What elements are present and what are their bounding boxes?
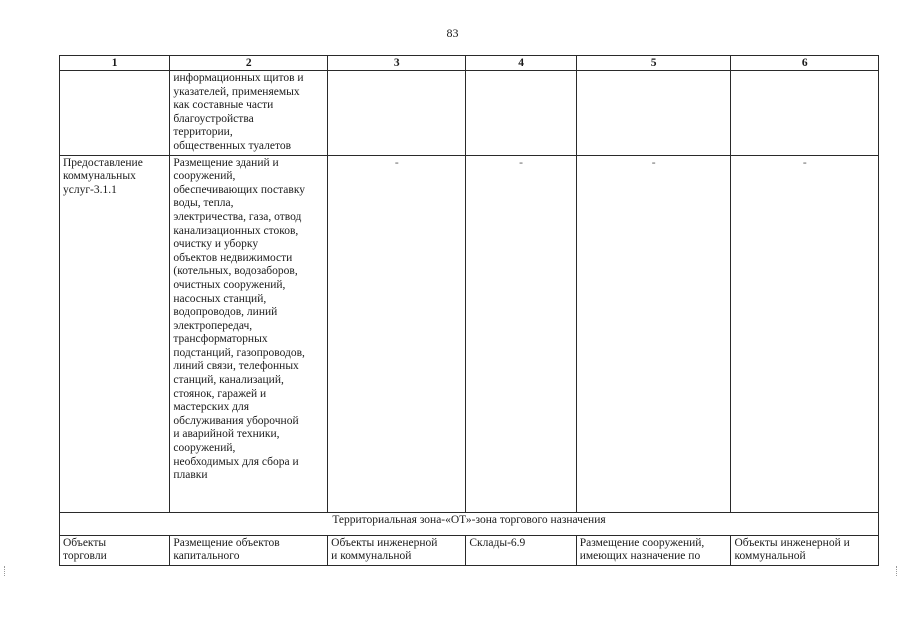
text-line: насосных станций, [173,292,267,305]
text-line: Объекты инженерной [331,536,438,549]
text-line: благоустройства [173,112,254,125]
text-line: Размещение объектов [173,536,280,549]
scan-margin-mark-right [896,566,900,576]
cell-continuation-col5 [576,71,731,156]
header-col-3: 3 [328,56,466,71]
text-line: капитального [173,550,240,563]
cell-trade-col4 [466,535,576,565]
text-line: электропередач, [173,319,253,332]
cell-trade-col6 [731,535,879,565]
header-col-5: 5 [576,56,731,71]
text-line: Размещение зданий и [173,156,279,169]
text-line: сооружений, [173,170,236,183]
cell-utilities-col6: - [731,155,879,512]
text-line: обслуживания уборочной [173,414,299,427]
text-line: коммунальных [63,170,136,183]
text-line: информационных щитов и [173,72,304,84]
text-line: коммунальной [734,550,806,563]
cell-continuation-col1 [60,71,170,156]
text-line: плавки [173,469,208,482]
text-line: Объекты [63,536,107,549]
text-line: как составные части [173,99,274,112]
text-line: трансформаторных [173,333,268,346]
text-line: Склады-6.9 [469,536,526,549]
cell-trade-description [170,535,328,565]
text-line: и аварийной техники, [173,428,280,441]
cell-trade-name [60,535,170,565]
text-line: услуг-3.1.1 [63,183,117,196]
zone-heading-row [60,512,879,535]
cell-trade-col5 [576,535,731,565]
text-line: объектов недвижимости [173,251,293,264]
text-line: Предоставление [63,156,143,169]
cell-continuation-col4 [466,71,576,156]
text-line: стоянок, гаражей и [173,387,267,400]
header-row [60,56,879,71]
text-line: станций, канализаций, [173,374,284,387]
land-use-table [59,55,879,566]
table-row-utilities [60,155,879,512]
text-line: воды, тепла, [173,197,234,210]
text-line: Размещение сооружений, [579,536,705,549]
text-line: торговли [63,550,107,563]
cell-utilities-col3: - [328,155,466,512]
text-line: водопроводов, линий [173,306,278,319]
header-col-2: 2 [170,56,328,71]
page-number: 83 [446,26,459,40]
text-line: имеющих назначение по [579,550,701,563]
cell-trade-col3 [328,535,466,565]
table-row-continuation [60,71,879,156]
scan-margin-mark-left [4,566,8,576]
text-line: канализационных стоков, [173,224,299,237]
header-col-4: 4 [466,56,576,71]
text-line: Объекты инженерной и [734,536,850,549]
cell-utilities-col5: - [576,155,731,512]
cell-utilities-description [170,155,328,512]
cell-utilities-col4: - [466,155,576,512]
text-line: обеспечивающих поставку [173,183,305,196]
cell-continuation-col3 [328,71,466,156]
cell-utilities-name [60,155,170,512]
text-line: сооружений, [173,442,236,455]
text-line: электричества, газа, отвод [173,210,302,223]
text-line: территории, [173,126,233,139]
zone-heading: Территориальная зона-«ОТ»-зона торгового назначения [60,512,879,535]
text-line: и коммунальной [331,550,412,563]
cell-continuation-col2 [170,71,328,156]
text-line: подстанций, газопроводов, [173,346,305,359]
table-row-trade [60,535,879,565]
text-line: мастерских для [173,401,249,414]
header-col-1: 1 [60,56,170,71]
text-line: очистных сооружений, [173,278,286,291]
header-col-6: 6 [731,56,879,71]
text-line: линий связи, телефонных [173,360,299,373]
text-line: необходимых для сбора и [173,455,299,468]
text-line: общественных туалетов [173,139,292,152]
cell-continuation-col6 [731,71,879,156]
text-line: (котельных, водозаборов, [173,265,298,278]
text-line: очистку и уборку [173,238,259,251]
text-line: указателей, применяемых [173,85,300,98]
